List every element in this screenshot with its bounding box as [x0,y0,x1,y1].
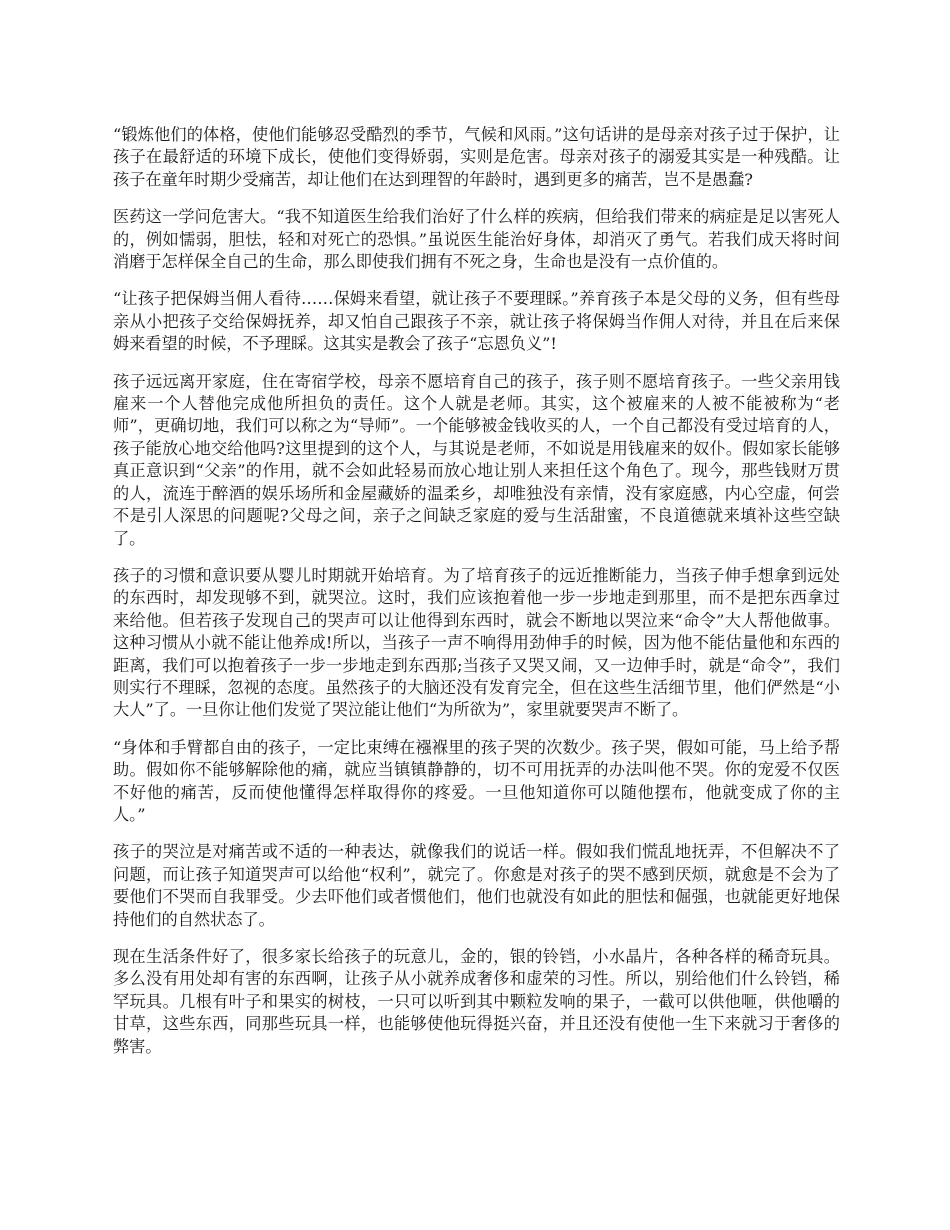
paragraph-5: 孩子的习惯和意识要从婴儿时期就开始培育。为了培育孩子的远近推断能力，当孩子伸手想拿到远处的东西时，却发现够不到，就哭泣。这时，我们应该抱着他一步一步地走到那里，而不是把东西拿过来给他。但若孩子发现自己的哭声可以让他得到东西时，就会不断地以哭泣来“命令”大人帮他做事。这种习惯从小就不能让他养成!所以，当孩子一声不响得用劲伸手的时候，因为他不能估量他和东西的距离，我们可以抱着孩子一步一步地走到东西那;当孩子又哭又闹，又一边伸手时，就是“命令”，我们则实行不理睬，忽视的态度。虽然孩子的大脑还没有发育完全，但在这些生活细节里，他们俨然是“小大人”了。一旦你让他们发觉了哭泣能让他们“为所欲为”，家里就要哭声不断了。 [113,565,840,720]
paragraph-3: “让孩子把保姆当佣人看待……保姆来看望，就让孩子不要理睬。”养育孩子本是父母的义务，但有些母亲从小把孩子交给保姆抚养，却又怕自己跟孩子不亲，就让孩子将保姆当作佣人对待，并且在后来保姆来看望的时候，不予理睬。这其实是教会了孩子“忘恩负义”! [113,289,840,354]
document-body [113,124,840,1073]
paragraph-4: 孩子远远离开家庭，住在寄宿学校，母亲不愿培育自己的孩子，孩子则不愿培育孩子。一些父亲用钱雇来一个人替他完成他所担负的责任。这个人就是老师。其实，这个被雇来的人被不能被称为“老师”，更确切地，我们可以称之为“导师”。一个能够被金钱收买的人，一个自己都没有受过培育的人，孩子能放心地交给他吗?这里提到的这个人，与其说是老师，不如说是用钱雇来的奴仆。假如家长能够真正意识到“父亲”的作用，就不会如此轻易而放心地让别人来担任这个角色了。现今，那些钱财万贯的人，流连于醉酒的娱乐场所和金屋藏娇的温柔乡，却唯独没有亲情，没有家庭感，内心空虚，何尝不是引人深思的问题呢?父母之间，亲子之间缺乏家庭的爱与生活甜蜜，不良道德就来填补这些空缺了。 [113,371,840,548]
paragraph-8: 现在生活条件好了，很多家长给孩子的玩意儿，金的，银的铃铛，小水晶片，各种各样的稀奇玩具。多么没有用处却有害的东西啊，让孩子从小就养成奢侈和虚荣的习性。所以，别给他们什么铃铛，稀罕玩具。几根有叶子和果实的树枝，一只可以听到其中颗粒发响的果子，一截可以供他咂，供他嚼的甘草，这些东西，同那些玩具一样，也能够使他玩得挺兴奋，并且还没有使他一生下来就习于奢侈的弊害。 [113,947,840,1056]
paragraph-6: “身体和手臂都自由的孩子，一定比束缚在襁褓里的孩子哭的次数少。孩子哭，假如可能，马上给予帮助。假如你不能够解除他的痛，就应当镇镇静静的，切不可用抚弄的办法叫他不哭。你的宠爱不仅医不好他的痛苦，反而使他懂得怎样取得你的疼爱。一旦他知道你可以随他摆布，他就变成了你的主人。” [113,737,840,824]
paragraph-2: 医药这一学问危害大。“我不知道医生给我们治好了什么样的疾病，但给我们带来的病症是足以害死人的，例如懦弱，胆怯，轻和对死亡的恐惧。”虽说医生能治好身体，却消灭了勇气。若我们成天将时间消磨于怎样保全自己的生命，那么即使我们拥有不死之身，生命也是没有一点价值的。 [113,207,840,272]
paragraph-7: 孩子的哭泣是对痛苦或不适的一种表达，就像我们的说话一样。假如我们慌乱地抚弄，不但解决不了问题，而让孩子知道哭声可以给他“权利”，就完了。你愈是对孩子的哭不感到厌烦，就愈是不会为了要他们不哭而自我罪受。少去吓他们或者惯他们，他们也就没有如此的胆怯和倔强，也就能更好地保持他们的自然状态了。 [113,842,840,929]
paragraph-1: “锻炼他们的体格，使他们能够忍受酷烈的季节，气候和风雨。”这句话讲的是母亲对孩子过于保护，让孩子在最舒适的环境下成长，使他们变得娇弱，实则是危害。母亲对孩子的溺爱其实是一种残酷。让孩子在童年时期少受痛苦，却让他们在达到理智的年龄时，遇到更多的痛苦，岂不是愚蠢? [113,125,840,189]
